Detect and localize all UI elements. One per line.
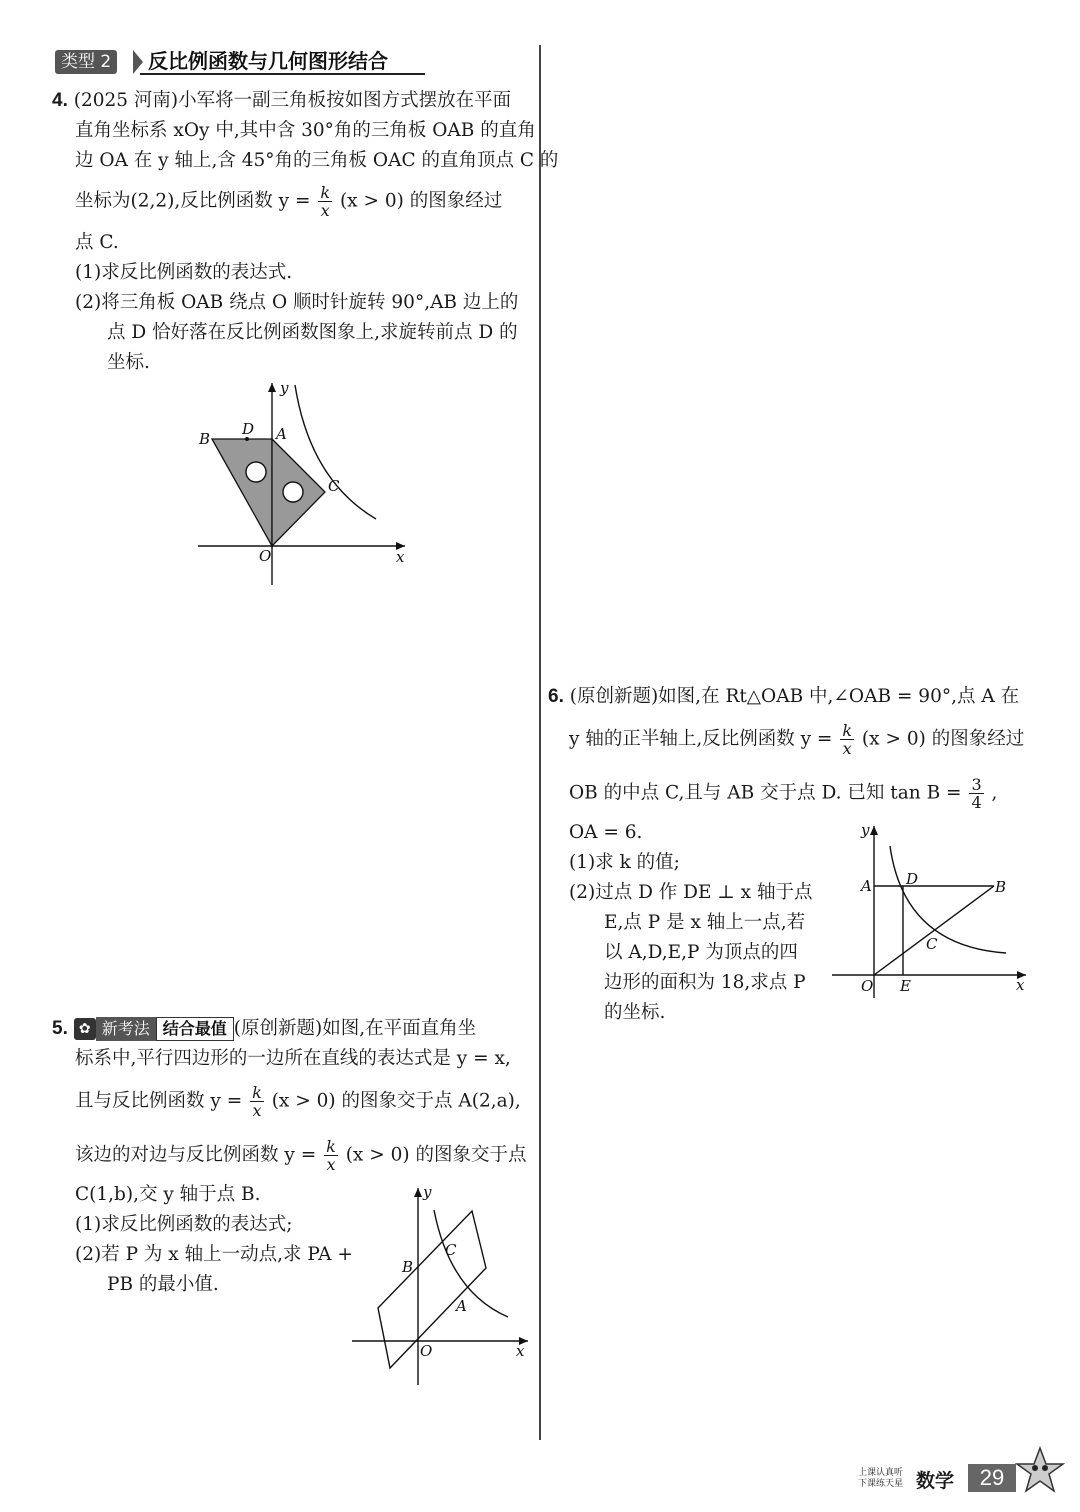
q5-part-2b: PB 的最小值. bbox=[107, 1274, 219, 1295]
q4-line-1 bbox=[52, 86, 511, 116]
q5-figure bbox=[348, 1180, 533, 1390]
q5-hyperbola bbox=[434, 1210, 508, 1317]
footer-slogan-2: 下课练天星 bbox=[858, 1479, 904, 1489]
q5-part-1: (1)求反比例函数的表达式; bbox=[75, 1214, 293, 1235]
q6-hyperbola bbox=[890, 846, 1006, 953]
q4-part-2a: (2)将三角板 OAB 绕点 O 顺时针旋转 90°,AB 边上的 bbox=[75, 292, 519, 313]
footer-subject: 数学 bbox=[916, 1470, 955, 1492]
q4-line-2: 直角坐标系 xOy 中,其中含 30°角的三角板 OAB 的直角 bbox=[75, 120, 536, 141]
q6-fraction-three-quarters: $\frac{3}{4}$ bbox=[971, 775, 982, 812]
section-tag-arrow bbox=[133, 50, 143, 74]
q4-label-D: D bbox=[242, 420, 255, 438]
q4-text-1: (2025 河南)小军将一副三角板按如图方式摆放在平面 bbox=[73, 90, 512, 111]
q6-label-C: C bbox=[926, 935, 938, 953]
q6-fraction-k-over-x: $\frac{k}{x}$ bbox=[842, 721, 853, 758]
q4-y-arrow bbox=[268, 383, 276, 392]
q5-fraction-2: $\frac{k}{x}$ bbox=[326, 1137, 336, 1174]
q4-line-5: 点 C. bbox=[75, 232, 119, 253]
q4-label-B: B bbox=[199, 430, 211, 448]
q5-number: 5. bbox=[52, 1018, 68, 1039]
q4-line-3: 边 OA 在 y 轴上,含 45°角的三角板 OAC 的直角顶点 C 的 bbox=[75, 150, 559, 171]
q4-fraction-k-over-x: $\frac{k}{x}$ bbox=[320, 183, 331, 220]
q4-part-2b: 点 D 恰好落在反比例函数图象上,求旋转前点 D 的 bbox=[107, 322, 518, 343]
q6-line-4: OA = 6. bbox=[569, 822, 643, 843]
q5-line-4 bbox=[75, 1138, 527, 1173]
mascot-star-icon bbox=[1015, 1446, 1065, 1496]
q6-label-E: E bbox=[900, 977, 911, 995]
q6-part-2c: 以 A,D,E,P 为顶点的四 bbox=[604, 942, 798, 963]
q6-part-2e: 的坐标. bbox=[604, 1002, 666, 1023]
q5-label-A: A bbox=[456, 1297, 467, 1315]
q4-part-1: (1)求反比例函数的表达式. bbox=[75, 262, 293, 283]
q4-line-4-post: (x > 0) 的图象经过 bbox=[339, 190, 503, 212]
q5-line-2: 标系中,平行四边形的一边所在直线的表达式是 y = x, bbox=[75, 1048, 511, 1069]
q6-label-A: A bbox=[861, 877, 872, 895]
q6-line-3-post: , bbox=[991, 782, 998, 804]
section-underline bbox=[140, 73, 425, 75]
q6-segment-OB bbox=[874, 886, 994, 975]
q4-hole-2 bbox=[283, 482, 303, 502]
q6-line-2 bbox=[569, 722, 1024, 757]
footer-slogan-1: 上课认真听 bbox=[858, 1468, 904, 1478]
q4-number: 4. bbox=[52, 90, 68, 111]
q6-line-2-post: (x > 0) 的图象经过 bbox=[861, 728, 1025, 750]
q5-badge-icon: ✿ bbox=[74, 1018, 96, 1040]
footer-page-number: 29 bbox=[968, 1464, 1016, 1492]
q6-line-3-pre: OB 的中点 C,且与 AB 交于点 D. 已知 tan B = bbox=[569, 782, 962, 804]
q6-line-3 bbox=[569, 776, 997, 811]
q5-line-3 bbox=[75, 1084, 521, 1119]
q6-label-B: B bbox=[995, 878, 1007, 896]
q4-line-4-pre: 坐标为(2,2),反比例函数 y = bbox=[75, 190, 311, 212]
q4-line-4 bbox=[75, 184, 502, 219]
q6-number: 6. bbox=[548, 686, 564, 707]
q5-badge-extremum: 结合最值 bbox=[156, 1017, 234, 1041]
q5-y-arrow bbox=[414, 1188, 422, 1197]
q4-triangle-OAB bbox=[212, 439, 272, 546]
q5-text-1: (原创新题)如图,在平面直角坐 bbox=[233, 1018, 477, 1039]
q5-label-x: x bbox=[516, 1342, 525, 1360]
q6-part-2b: E,点 P 是 x 轴上一点,若 bbox=[604, 912, 806, 933]
q6-line-1 bbox=[548, 682, 1019, 712]
q6-line-2-pre: y 轴的正半轴上,反比例函数 y = bbox=[569, 728, 833, 750]
q6-label-y: y bbox=[861, 821, 870, 839]
q4-label-O: O bbox=[259, 547, 272, 565]
q5-label-O: O bbox=[420, 1342, 433, 1360]
q6-label-D: D bbox=[906, 870, 919, 888]
q5-part-2a: (2)若 P 为 x 轴上一动点,求 PA + bbox=[75, 1244, 353, 1265]
q5-line-5: C(1,b),交 y 轴于点 B. bbox=[75, 1184, 261, 1205]
section-title: 反比例函数与几何图形结合 bbox=[148, 49, 388, 73]
q5-line-4-post: (x > 0) 的图象交于点 bbox=[345, 1144, 527, 1166]
q4-label-y: y bbox=[280, 379, 289, 397]
q6-label-x: x bbox=[1016, 976, 1025, 994]
q5-label-y: y bbox=[423, 1183, 432, 1201]
q6-part-1: (1)求 k 的值; bbox=[569, 852, 680, 873]
q4-figure bbox=[190, 375, 420, 590]
q6-text-1: (原创新题)如图,在 Rt△OAB 中,∠OAB = 90°,点 A 在 bbox=[569, 686, 1020, 707]
q4-part-2c: 坐标. bbox=[107, 352, 150, 373]
q4-label-A: A bbox=[276, 425, 287, 443]
column-divider bbox=[539, 45, 541, 1440]
q5-label-C: C bbox=[445, 1241, 457, 1259]
q5-fraction-1: $\frac{k}{x}$ bbox=[252, 1083, 262, 1120]
section-tag: 类型 2 bbox=[55, 50, 117, 74]
q6-part-2a: (2)过点 D 作 DE ⊥ x 轴于点 bbox=[569, 882, 813, 903]
q4-hole-1 bbox=[246, 462, 266, 482]
q5-badge-new-method: 新考法 bbox=[96, 1017, 156, 1041]
q6-label-O: O bbox=[861, 977, 874, 995]
q5-line-4-pre: 该边的对边与反比例函数 y = bbox=[75, 1144, 317, 1166]
q4-label-C: C bbox=[328, 477, 340, 495]
q6-figure bbox=[828, 818, 1033, 1003]
q6-y-arrow bbox=[870, 826, 878, 835]
q5-line-1 bbox=[52, 1014, 476, 1044]
q5-line-3-pre: 且与反比例函数 y = bbox=[75, 1090, 243, 1112]
q5-line-3-post: (x > 0) 的图象交于点 A(2,a), bbox=[271, 1090, 521, 1112]
q4-label-x: x bbox=[396, 548, 405, 566]
q5-label-B: B bbox=[402, 1258, 414, 1276]
q6-part-2d: 边形的面积为 18,求点 P bbox=[604, 972, 806, 993]
